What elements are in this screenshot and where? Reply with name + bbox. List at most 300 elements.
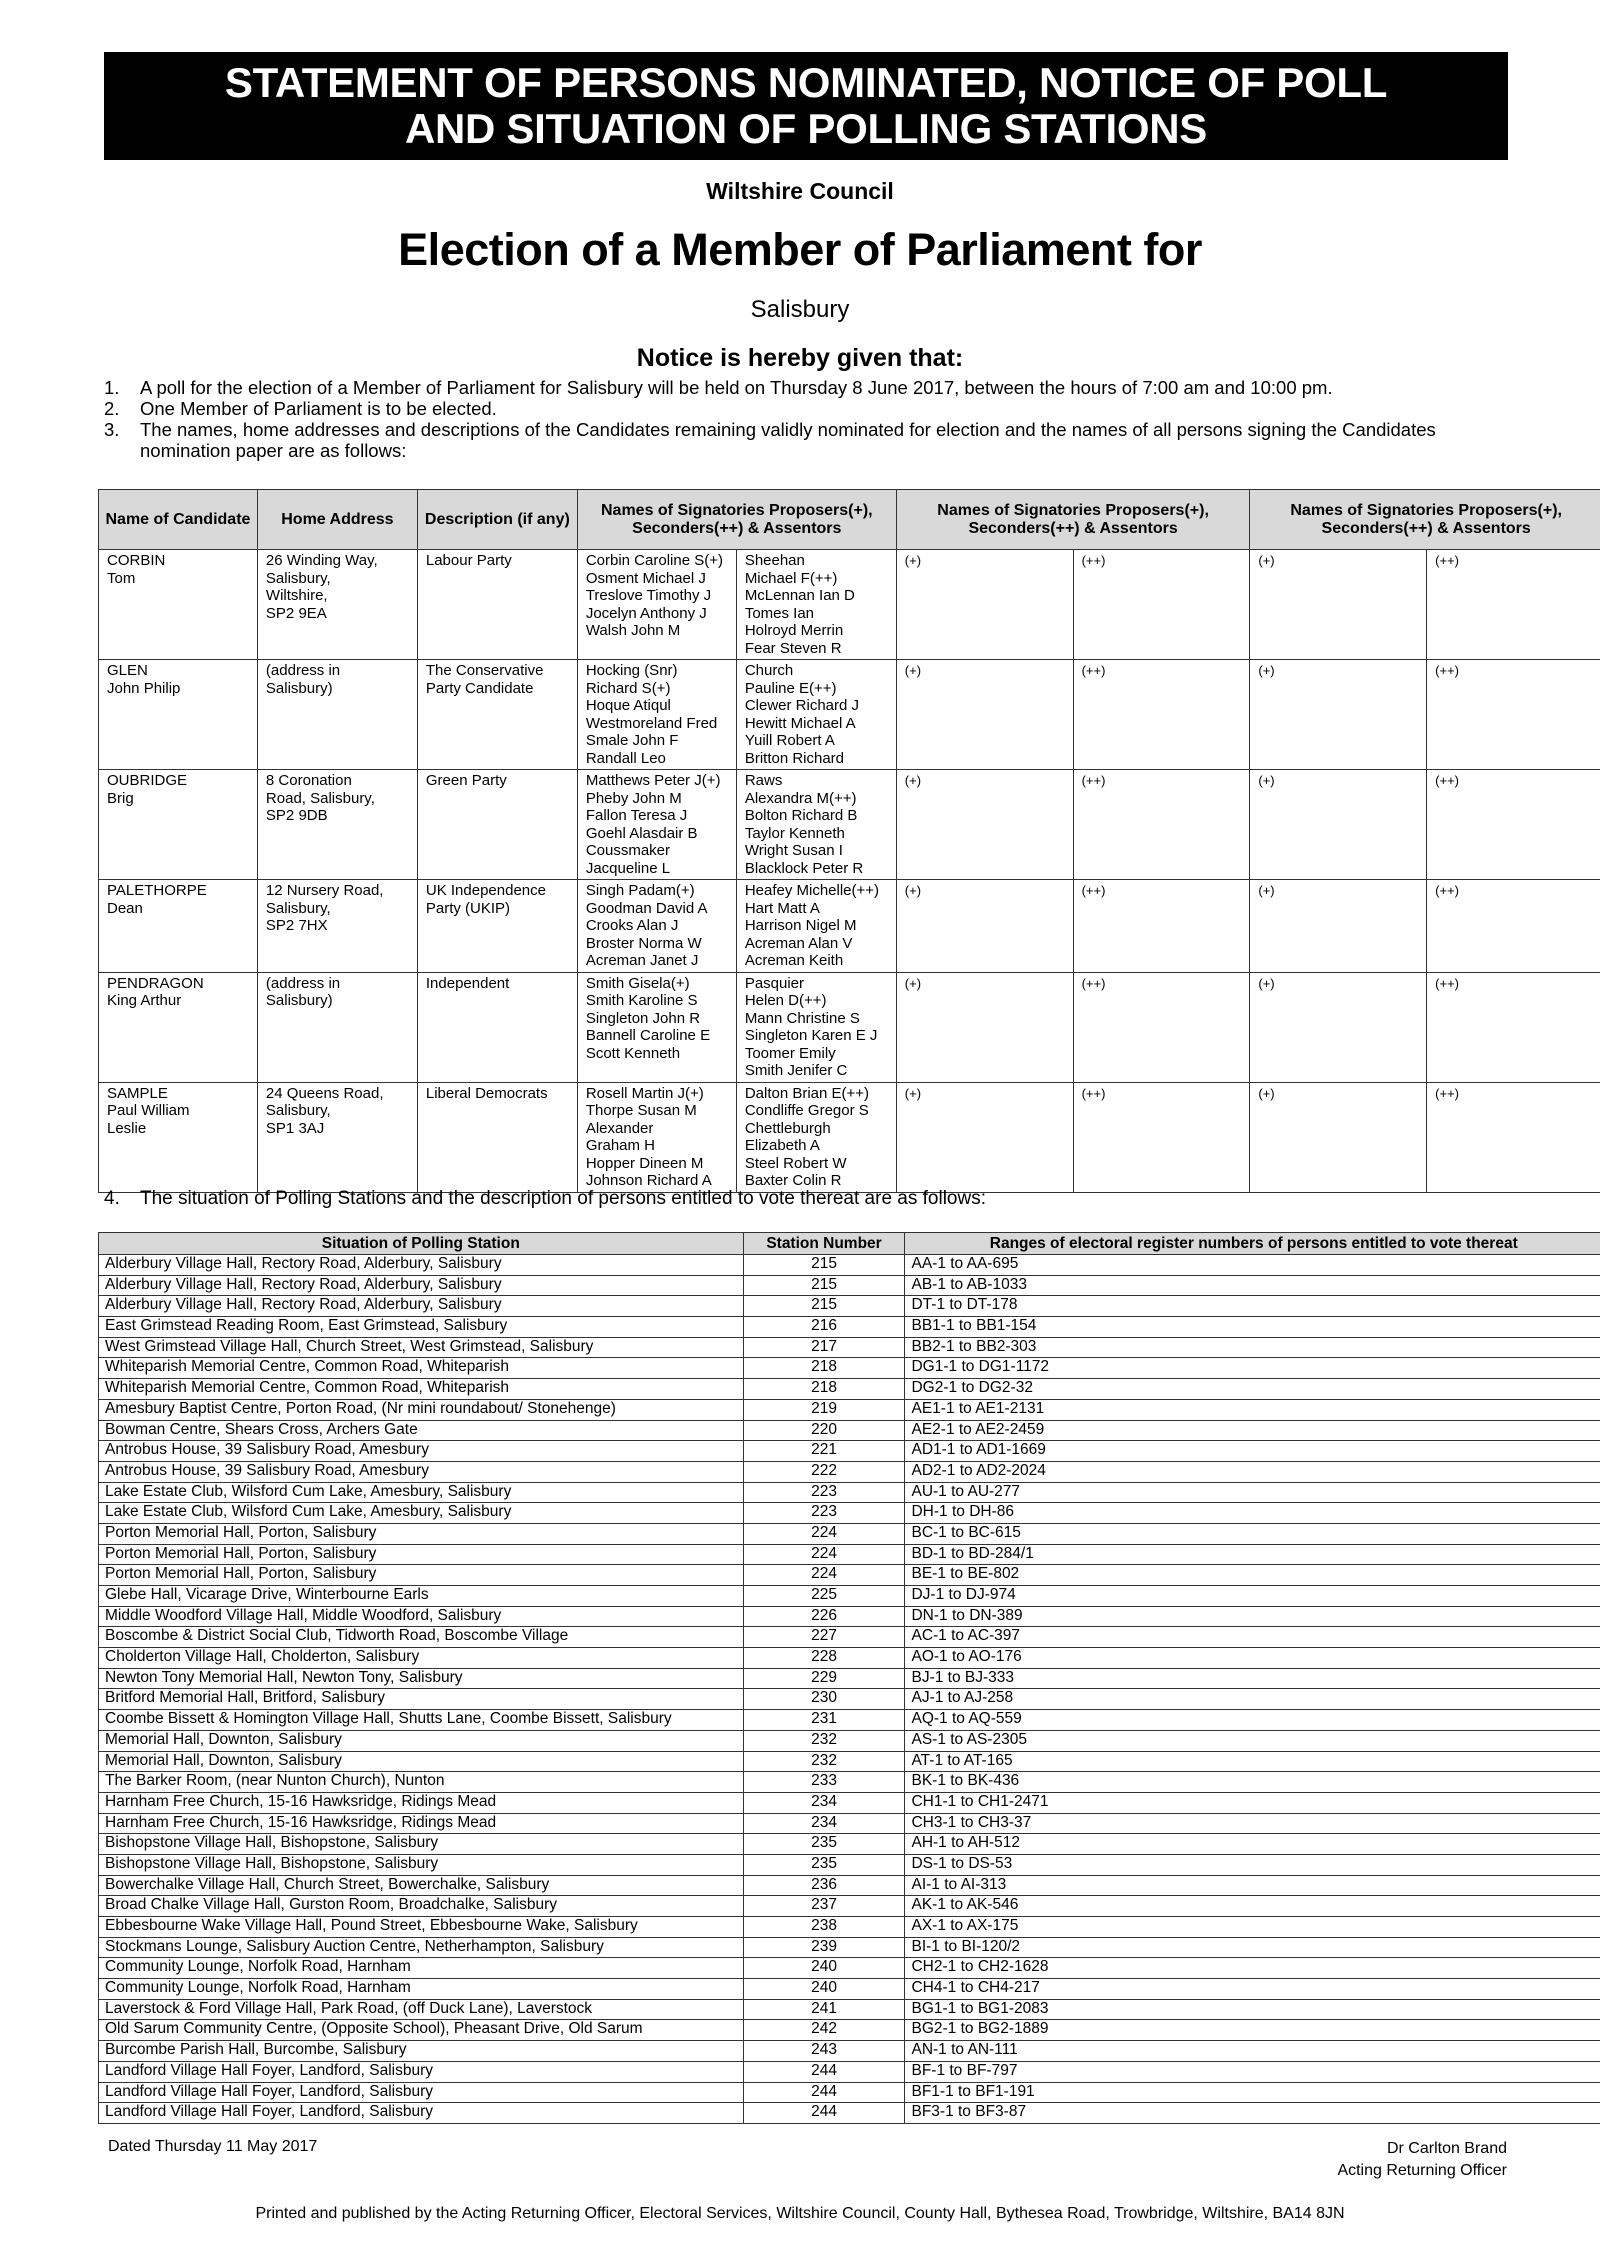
station-number: 233 — [743, 1772, 905, 1793]
cell-line: Bolton Richard B — [744, 807, 858, 824]
cell-line: Helen D(++) — [744, 992, 827, 1009]
station-situation: Alderbury Village Hall, Rectory Road, Alderbury, Salisbury — [99, 1255, 744, 1276]
cell-line: Yuill Robert A — [744, 732, 835, 749]
signatories-column-2 — [736, 550, 896, 660]
station-situation: Newton Tony Memorial Hall, Newton Tony, Salisbury — [99, 1668, 744, 1689]
cell-line: Smith Karoline S — [585, 992, 698, 1009]
station-number: 234 — [743, 1792, 905, 1813]
cell-line: Britton Richard — [744, 749, 845, 767]
station-number: 227 — [743, 1627, 905, 1648]
register-range: BG2-1 to BG2-1889 — [905, 2020, 1600, 2041]
candidate-name — [99, 770, 258, 880]
proposer-mark: (+) — [896, 1082, 1073, 1192]
station-situation: Antrobus House, 39 Salisbury Road, Amesbury — [99, 1461, 744, 1482]
station-situation: Antrobus House, 39 Salisbury Road, Amesbury — [99, 1441, 744, 1462]
register-range: BG1-1 to BG1-2083 — [905, 1999, 1600, 2020]
station-situation: Memorial Hall, Downton, Salisbury — [99, 1751, 744, 1772]
candidate-address — [257, 550, 417, 660]
council-name: Wiltshire Council — [706, 178, 894, 204]
cell-line: (address in — [265, 662, 341, 679]
register-range: BE-1 to BE-802 — [905, 1565, 1600, 1586]
station-number: 230 — [743, 1689, 905, 1710]
cell-line: Pheby John M — [585, 789, 682, 807]
station-number: 237 — [743, 1896, 905, 1917]
station-number: 216 — [743, 1317, 905, 1338]
cell-line: Hart Matt A — [744, 899, 820, 917]
cell-line: Fallon Teresa J — [585, 807, 688, 824]
candidate-row — [99, 550, 1600, 660]
polling-station-row — [99, 1503, 1600, 1524]
cell-line: Hewitt Michael A — [744, 714, 856, 732]
cell-line: Heafey Michelle(++) — [744, 882, 880, 899]
register-range: BB2-1 to BB2-303 — [905, 1337, 1600, 1358]
station-number: 224 — [743, 1565, 905, 1586]
proposer-mark: (+) — [896, 972, 1073, 1082]
station-number: 226 — [743, 1606, 905, 1627]
polling-station-row — [99, 1544, 1600, 1565]
register-range: AN-1 to AN-111 — [905, 2041, 1600, 2062]
polling-station-row — [99, 1896, 1600, 1917]
cell-line: Salisbury) — [265, 679, 333, 697]
candidate-address — [257, 880, 417, 973]
cell-line: Salisbury, — [265, 899, 331, 917]
polling-station-row — [99, 1317, 1600, 1338]
notice-number: 1. — [104, 377, 120, 398]
cell-line: Bannell Caroline E — [585, 1027, 711, 1044]
cell-line: Baxter Colin R — [744, 1172, 842, 1189]
header-home-address: Home Address — [257, 490, 417, 550]
candidate-description — [417, 972, 577, 1082]
station-situation: Landford Village Hall Foyer, Landford, Salisbury — [99, 2103, 744, 2124]
signatories-column-2 — [736, 880, 896, 973]
polling-station-row — [99, 1379, 1600, 1400]
cell-line: Richard S(+) — [585, 679, 671, 697]
signatories-column-1 — [577, 770, 736, 880]
candidate-description — [417, 1082, 577, 1192]
cell-line: Goodman David A — [585, 899, 708, 917]
polling-station-row — [99, 1441, 1600, 1462]
candidate-address — [257, 660, 417, 770]
proposer-mark: (+) — [1250, 880, 1427, 973]
cell-line: Green Party — [425, 772, 507, 789]
signatories-column-2 — [736, 660, 896, 770]
station-situation: Harnham Free Church, 15-16 Hawksridge, Ridings Mead — [99, 1813, 744, 1834]
header-signatories: Names of Signatories Proposers(+), Seconders(++) & Assentors — [577, 490, 896, 550]
signatories-column-1 — [577, 550, 736, 660]
cell-line: Salisbury, — [265, 569, 331, 587]
station-situation: Lake Estate Club, Wilsford Cum Lake, Amesbury, Salisbury — [99, 1482, 744, 1503]
station-number: 240 — [743, 1979, 905, 2000]
station-number: 215 — [743, 1275, 905, 1296]
register-range: AQ-1 to AQ-559 — [905, 1710, 1600, 1731]
cell-line: Alexander — [585, 1119, 654, 1137]
station-situation: Whiteparish Memorial Centre, Common Road, Whiteparish — [99, 1379, 744, 1400]
station-number: 224 — [743, 1544, 905, 1565]
signatories-column-1 — [577, 972, 736, 1082]
station-number: 232 — [743, 1751, 905, 1772]
polling-station-row — [99, 1296, 1600, 1317]
register-range: DN-1 to DN-389 — [905, 1606, 1600, 1627]
cell-line: Singleton Karen E J — [744, 1027, 878, 1044]
header-signatories: Names of Signatories Proposers(+), Seconders(++) & Assentors — [896, 490, 1250, 550]
signatories-column-1 — [577, 880, 736, 973]
polling-stations-table — [98, 1232, 1600, 2124]
station-number: 235 — [743, 1834, 905, 1855]
cell-line: The Conservative — [425, 662, 544, 679]
polling-station-row — [99, 1337, 1600, 1358]
cell-line: Matthews Peter J(+) — [585, 772, 721, 789]
cell-line: Westmoreland Fred — [585, 714, 718, 732]
imprint: Printed and published by the Acting Returning Officer, Electoral Services, Wiltshire Council, County Hall, Bythesea Road, Trowbridge, Wiltshire, BA14 8JN — [255, 2205, 1345, 2222]
cell-line: Rosell Martin J(+) — [585, 1084, 704, 1102]
register-range: AD2-1 to AD2-2024 — [905, 1461, 1600, 1482]
cell-line: (address in — [265, 974, 341, 992]
station-number: 239 — [743, 1937, 905, 1958]
register-range: AJ-1 to AJ-258 — [905, 1689, 1600, 1710]
candidate-address — [257, 1082, 417, 1192]
polling-station-row — [99, 1813, 1600, 1834]
cell-line: UK Independence — [425, 882, 546, 899]
cell-line: Michael F(++) — [744, 569, 838, 587]
polling-station-row — [99, 1275, 1600, 1296]
seconder-mark: (++) — [1427, 972, 1600, 1082]
header-candidate-name: Name of Candidate — [99, 490, 258, 550]
register-range: AH-1 to AH-512 — [905, 1834, 1600, 1855]
seconder-mark: (++) — [1073, 770, 1250, 880]
election-heading: Election of a Member of Parliament for — [398, 224, 1202, 275]
station-number: 222 — [743, 1461, 905, 1482]
candidate-surname: GLEN — [107, 662, 148, 679]
register-range: AS-1 to AS-2305 — [905, 1730, 1600, 1751]
polling-station-row — [99, 1523, 1600, 1544]
candidate-description — [417, 770, 577, 880]
station-situation: East Grimstead Reading Room, East Grimstead, Salisbury — [99, 1317, 744, 1338]
station-number: 220 — [743, 1420, 905, 1441]
candidate-description — [417, 550, 577, 660]
polling-station-row — [99, 2020, 1600, 2041]
station-situation: Middle Woodford Village Hall, Middle Woodford, Salisbury — [99, 1606, 744, 1627]
signatories-column-2 — [736, 770, 896, 880]
candidate-name — [99, 972, 258, 1082]
station-situation: Landford Village Hall Foyer, Landford, Salisbury — [99, 2061, 744, 2082]
header-station-number: Station Number — [743, 1233, 905, 1255]
cell-line: Goehl Alasdair B — [585, 824, 698, 842]
polling-station-row — [99, 1710, 1600, 1731]
polling-station-row — [99, 1482, 1600, 1503]
cell-line: Independent — [425, 974, 510, 992]
station-situation: Glebe Hall, Vicarage Drive, Winterbourne Earls — [99, 1586, 744, 1607]
station-number: 228 — [743, 1648, 905, 1669]
cell-line: Acreman Alan V — [744, 934, 853, 952]
cell-line: Paul William — [107, 1102, 190, 1119]
notice-number: 3. — [104, 419, 120, 440]
cell-line: Acreman Janet J — [585, 952, 699, 969]
polling-station-row — [99, 1999, 1600, 2020]
candidates-table — [98, 489, 1600, 1193]
register-range: AO-1 to AO-176 — [905, 1648, 1600, 1669]
station-situation: Bowman Centre, Shears Cross, Archers Gate — [99, 1420, 744, 1441]
seconder-mark: (++) — [1427, 880, 1600, 973]
polling-station-row — [99, 1958, 1600, 1979]
station-number: 229 — [743, 1668, 905, 1689]
polling-station-row — [99, 1586, 1600, 1607]
station-situation: Whiteparish Memorial Centre, Common Road, Whiteparish — [99, 1358, 744, 1379]
dated-line: Dated Thursday 11 May 2017 — [108, 2138, 318, 2155]
station-number: 244 — [743, 2082, 905, 2103]
cell-line: Harrison Nigel M — [744, 917, 857, 934]
station-number: 241 — [743, 1999, 905, 2020]
register-range: BD-1 to BD-284/1 — [905, 1544, 1600, 1565]
register-range: AA-1 to AA-695 — [905, 1255, 1600, 1276]
cell-line: Broster Norma W — [585, 934, 702, 952]
polling-station-row — [99, 2061, 1600, 2082]
notice-text: The names, home addresses and descriptions of the Candidates remaining validly nominated for election and the names of all persons signing the Candidates nomination paper are as follows: — [140, 419, 1436, 461]
polling-station-row — [99, 1668, 1600, 1689]
station-situation: Memorial Hall, Downton, Salisbury — [99, 1730, 744, 1751]
cell-line: Tom — [107, 569, 136, 587]
cell-line: Dalton Brian E(++) — [744, 1084, 870, 1102]
register-range: AK-1 to AK-546 — [905, 1896, 1600, 1917]
cell-line: Coussmaker — [585, 842, 671, 859]
cell-line: Singh Padam(+) — [585, 882, 695, 899]
cell-line: Sheehan — [744, 552, 805, 569]
seconder-mark: (++) — [1073, 550, 1250, 660]
polling-station-row — [99, 1399, 1600, 1420]
notice-list — [104, 377, 1504, 461]
station-situation: Britford Memorial Hall, Britford, Salisbury — [99, 1689, 744, 1710]
seconder-mark: (++) — [1073, 972, 1250, 1082]
cell-line: Dean — [107, 899, 143, 917]
register-range: BB1-1 to BB1-154 — [905, 1317, 1600, 1338]
register-range: AX-1 to AX-175 — [905, 1917, 1600, 1938]
cell-line: Raws — [744, 772, 783, 789]
candidate-surname: SAMPLE — [107, 1084, 168, 1102]
polling-station-row — [99, 1979, 1600, 2000]
register-range: AC-1 to AC-397 — [905, 1627, 1600, 1648]
proposer-mark: (+) — [896, 660, 1073, 770]
cell-line: Hopper Dineen M — [585, 1154, 704, 1172]
station-number: 231 — [743, 1710, 905, 1731]
station-situation: Bishopstone Village Hall, Bishopstone, Salisbury — [99, 1854, 744, 1875]
register-range: DH-1 to DH-86 — [905, 1503, 1600, 1524]
cell-line: King Arthur — [107, 992, 182, 1009]
station-number: 244 — [743, 2103, 905, 2124]
register-range: AB-1 to AB-1033 — [905, 1275, 1600, 1296]
station-number: 235 — [743, 1854, 905, 1875]
signatories-column-1 — [577, 1082, 736, 1192]
station-number: 224 — [743, 1523, 905, 1544]
candidate-surname: PENDRAGON — [107, 974, 204, 992]
station-situation: Laverstock & Ford Village Hall, Park Road, (off Duck Lane), Laverstock — [99, 1999, 744, 2020]
polling-station-row — [99, 1937, 1600, 1958]
polling-station-row — [99, 1854, 1600, 1875]
header-description: Description (if any) — [417, 490, 577, 550]
station-situation: Community Lounge, Norfolk Road, Harnham — [99, 1979, 744, 2000]
cell-line: Blacklock Peter R — [744, 859, 864, 877]
candidate-row — [99, 972, 1600, 1082]
signature-block — [1337, 2138, 1507, 2182]
cell-line: Pasquier — [744, 974, 805, 992]
proposer-mark: (+) — [1250, 770, 1427, 880]
register-range: BJ-1 to BJ-333 — [905, 1668, 1600, 1689]
cell-line: 8 Coronation — [265, 772, 352, 789]
station-situation: Harnham Free Church, 15-16 Hawksridge, Ridings Mead — [99, 1792, 744, 1813]
cell-line: Jacqueline L — [585, 859, 671, 877]
seconder-mark: (++) — [1427, 660, 1600, 770]
notice-item — [104, 419, 1504, 461]
station-situation: Community Lounge, Norfolk Road, Harnham — [99, 1958, 744, 1979]
seconder-mark: (++) — [1427, 550, 1600, 660]
polling-station-row — [99, 1420, 1600, 1441]
cell-line: Party (UKIP) — [425, 899, 511, 917]
station-number: 223 — [743, 1503, 905, 1524]
cell-line: Singleton John R — [585, 1009, 701, 1027]
register-range: AE2-1 to AE2-2459 — [905, 1420, 1600, 1441]
candidate-row — [99, 770, 1600, 880]
polling-station-row — [99, 1358, 1600, 1379]
cell-line: Treslove Timothy J — [585, 587, 712, 604]
candidate-name — [99, 550, 258, 660]
cell-line: Jocelyn Anthony J — [585, 604, 707, 622]
station-situation: Alderbury Village Hall, Rectory Road, Alderbury, Salisbury — [99, 1296, 744, 1317]
candidate-row — [99, 880, 1600, 973]
cell-line: Smith Jenifer C — [744, 1062, 848, 1079]
cell-line: Party Candidate — [425, 679, 534, 697]
cell-line: Corbin Caroline S(+) — [585, 552, 723, 569]
polling-station-row — [99, 2103, 1600, 2124]
register-range: BC-1 to BC-615 — [905, 1523, 1600, 1544]
cell-line: Crooks Alan J — [585, 917, 679, 934]
cell-line: Road, Salisbury, — [265, 789, 375, 807]
register-range: BF-1 to BF-797 — [905, 2061, 1600, 2082]
cell-line: Graham H — [585, 1137, 656, 1154]
candidate-surname: PALETHORPE — [107, 882, 207, 899]
station-number: 223 — [743, 1482, 905, 1503]
polling-station-row — [99, 1606, 1600, 1627]
cell-line: Randall Leo — [585, 749, 666, 767]
cell-line: Johnson Richard A — [585, 1172, 712, 1189]
header-ranges: Ranges of electoral register numbers of persons entitled to vote thereat — [905, 1233, 1600, 1255]
cell-line: Clewer Richard J — [744, 697, 860, 714]
station-situation: West Grimstead Village Hall, Church Street, West Grimstead, Salisbury — [99, 1337, 744, 1358]
station-situation: Boscombe & District Social Club, Tidworth Road, Boscombe Village — [99, 1627, 744, 1648]
title-line-2: AND SITUATION OF POLLING STATIONS — [404, 105, 1208, 152]
proposer-mark: (+) — [896, 880, 1073, 973]
polling-station-row — [99, 2082, 1600, 2103]
cell-line: SP2 9EA — [265, 604, 327, 622]
candidate-name — [99, 660, 258, 770]
notice-item — [104, 377, 1504, 398]
station-situation: Bishopstone Village Hall, Bishopstone, Salisbury — [99, 1834, 744, 1855]
cell-line: SP2 9DB — [265, 807, 328, 824]
polling-station-row — [99, 1751, 1600, 1772]
officer-title: Acting Returning Officer — [1337, 2162, 1507, 2179]
station-situation: Old Sarum Community Centre, (Opposite School), Pheasant Drive, Old Sarum — [99, 2020, 744, 2041]
candidate-description — [417, 880, 577, 973]
cell-line: Brig — [107, 789, 134, 807]
station-number: 215 — [743, 1255, 905, 1276]
station-situation: Amesbury Baptist Centre, Porton Road, (Nr mini roundabout/ Stonehenge) — [99, 1399, 744, 1420]
polling-station-row — [99, 1627, 1600, 1648]
polling-station-row — [99, 2041, 1600, 2062]
cell-line: Condliffe Gregor S — [744, 1102, 869, 1119]
proposer-mark: (+) — [896, 770, 1073, 880]
register-range: CH4-1 to CH4-217 — [905, 1979, 1600, 2000]
cell-line: SP1 3AJ — [265, 1119, 325, 1137]
cell-line: Thorpe Susan M — [585, 1102, 697, 1119]
cell-line: Holroyd Merrin — [744, 622, 844, 639]
cell-line: John Philip — [107, 679, 181, 697]
cell-line: Wright Susan I — [744, 842, 843, 859]
station-situation: Porton Memorial Hall, Porton, Salisbury — [99, 1523, 744, 1544]
proposer-mark: (+) — [1250, 972, 1427, 1082]
cell-line: Acreman Keith — [744, 952, 844, 969]
seconder-mark: (++) — [1073, 660, 1250, 770]
polling-station-row — [99, 1461, 1600, 1482]
station-number: 217 — [743, 1337, 905, 1358]
cell-line: Walsh John M — [585, 622, 681, 639]
cell-line: Steel Robert W — [744, 1154, 847, 1172]
candidate-address — [257, 770, 417, 880]
cell-line: Salisbury) — [265, 992, 333, 1009]
cell-line: Taylor Kenneth — [744, 824, 845, 842]
polling-header-row — [99, 1233, 1600, 1255]
proposer-mark: (+) — [896, 550, 1073, 660]
register-range: DG1-1 to DG1-1172 — [905, 1358, 1600, 1379]
cell-line: 26 Winding Way, — [265, 552, 378, 569]
cell-line: Fear Steven R — [744, 639, 842, 657]
polling-station-row — [99, 1772, 1600, 1793]
seconder-mark: (++) — [1073, 1082, 1250, 1192]
station-number: 215 — [743, 1296, 905, 1317]
cell-line: SP2 7HX — [265, 917, 328, 934]
candidate-address — [257, 972, 417, 1082]
title-line-1: STATEMENT OF PERSONS NOMINATED, NOTICE OF POLL — [224, 59, 1388, 106]
station-situation: Landford Village Hall Foyer, Landford, Salisbury — [99, 2082, 744, 2103]
cell-line: Wiltshire, — [265, 587, 328, 604]
notice-text: A poll for the election of a Member of Parliament for Salisbury will be held on Thursday 8 June 2017, between the hours of 7:00 am and 10:00 pm. — [140, 377, 1333, 398]
cell-line: Osment Michael J — [585, 569, 706, 587]
register-range: AE1-1 to AE1-2131 — [905, 1399, 1600, 1420]
station-number: 238 — [743, 1917, 905, 1938]
candidate-row — [99, 660, 1600, 770]
register-range: CH2-1 to CH2-1628 — [905, 1958, 1600, 1979]
header-signatories: Names of Signatories Proposers(+), Seconders(++) & Assentors — [1250, 490, 1600, 550]
station-situation: The Barker Room, (near Nunton Church), Nunton — [99, 1772, 744, 1793]
station-situation: Porton Memorial Hall, Porton, Salisbury — [99, 1544, 744, 1565]
cell-line: Church — [744, 662, 794, 679]
cell-line: Pauline E(++) — [744, 679, 837, 697]
station-number: 236 — [743, 1875, 905, 1896]
signatories-column-2 — [736, 972, 896, 1082]
station-number: 234 — [743, 1813, 905, 1834]
register-range: BI-1 to BI-120/2 — [905, 1937, 1600, 1958]
candidate-description — [417, 660, 577, 770]
register-range: DG2-1 to DG2-32 — [905, 1379, 1600, 1400]
station-number: 240 — [743, 1958, 905, 1979]
polling-station-row — [99, 1875, 1600, 1896]
station-number: 218 — [743, 1358, 905, 1379]
cell-line: Smith Gisela(+) — [585, 974, 690, 992]
register-range: DJ-1 to DJ-974 — [905, 1586, 1600, 1607]
station-number: 232 — [743, 1730, 905, 1751]
station-situation: Burcombe Parish Hall, Burcombe, Salisbury — [99, 2041, 744, 2062]
seconder-mark: (++) — [1073, 880, 1250, 973]
cell-line: Hoque Atiqul — [585, 697, 671, 714]
cell-line: Elizabeth A — [744, 1137, 820, 1154]
station-situation: Lake Estate Club, Wilsford Cum Lake, Amesbury, Salisbury — [99, 1503, 744, 1524]
cell-line: Leslie — [107, 1119, 147, 1137]
